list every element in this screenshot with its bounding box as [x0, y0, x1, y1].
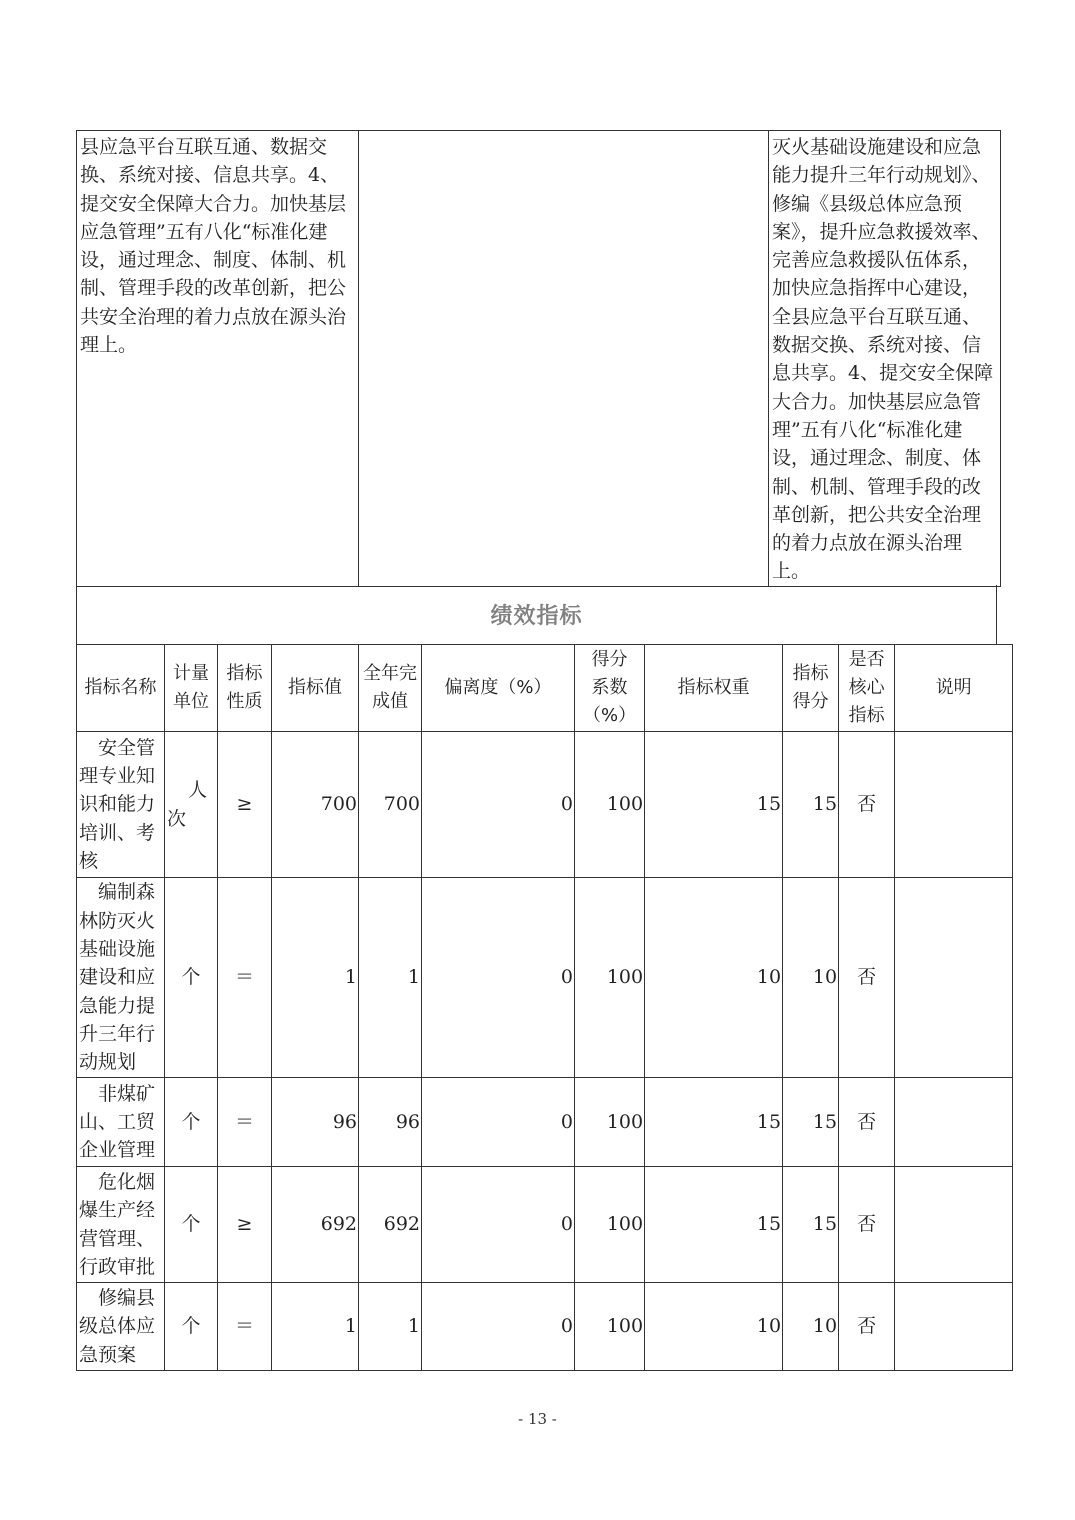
- header-nature: 指标性质: [218, 645, 272, 732]
- indicator-name-cell: 非煤矿山、工贸企业管理: [77, 1078, 165, 1167]
- is-core-cell: 否: [839, 732, 895, 878]
- indicator-name-cell: 修编县级总体应急预案: [77, 1283, 165, 1371]
- score-cell: 15: [783, 1078, 839, 1167]
- unit-cell: 个: [165, 1167, 218, 1283]
- coefficient-cell: 100: [575, 1078, 645, 1167]
- continuation-left-cell: 县应急平台互联互通、数据交换、系统对接、信息共享。4、提交安全保障大合力。加快基层应急管理”五有八化“标准化建设，通过理念、制度、体制、机制、管理手段的改革创新，把公共安全治理的着力点放在源头治理上。: [77, 131, 359, 587]
- deviation-cell: 0: [422, 1078, 575, 1167]
- header-score: 指标得分: [783, 645, 839, 732]
- target-value-cell: 692: [272, 1167, 359, 1283]
- is-core-cell: 否: [839, 1283, 895, 1371]
- score-cell: 10: [783, 878, 839, 1078]
- header-weight: 指标权重: [645, 645, 783, 732]
- header-is-core: 是否核心指标: [839, 645, 895, 732]
- header-deviation: 偏离度（%）: [422, 645, 575, 732]
- nature-cell: ＝: [218, 1078, 272, 1167]
- score-cell: 15: [783, 1167, 839, 1283]
- is-core-cell: 否: [839, 1167, 895, 1283]
- is-core-cell: 否: [839, 1078, 895, 1167]
- actual-value-cell: 1: [359, 1283, 422, 1371]
- page-number: - 13 -: [518, 1410, 557, 1428]
- section-title: 绩效指标: [490, 604, 583, 629]
- note-cell: [895, 878, 1013, 1078]
- unit-cell: 个: [165, 1078, 218, 1167]
- deviation-cell: 0: [422, 1167, 575, 1283]
- score-cell: 10: [783, 1283, 839, 1371]
- weight-cell: 15: [645, 1167, 783, 1283]
- score-cell: 15: [783, 732, 839, 878]
- unit-cell: 人 次: [165, 732, 218, 878]
- is-core-cell: 否: [839, 878, 895, 1078]
- note-cell: [895, 1078, 1013, 1167]
- actual-value-cell: 96: [359, 1078, 422, 1167]
- weight-cell: 15: [645, 732, 783, 878]
- continuation-middle-cell: [359, 131, 769, 587]
- target-value-cell: 1: [272, 878, 359, 1078]
- note-cell: [895, 1167, 1013, 1283]
- target-value-cell: 96: [272, 1078, 359, 1167]
- continuation-row: [77, 131, 1001, 587]
- indicator-name-cell: 安全管理专业知识和能力培训、考核: [77, 732, 165, 878]
- unit-cell: 个: [165, 878, 218, 1078]
- coefficient-cell: 100: [575, 1167, 645, 1283]
- coefficient-cell: 100: [575, 732, 645, 878]
- metrics-header-row: [77, 645, 1013, 732]
- nature-cell: ＝: [218, 1283, 272, 1371]
- table-row: [77, 732, 1013, 878]
- weight-cell: 10: [645, 1283, 783, 1371]
- coefficient-cell: 100: [575, 878, 645, 1078]
- table-row: [77, 1167, 1013, 1283]
- target-value-cell: 1: [272, 1283, 359, 1371]
- weight-cell: 15: [645, 1078, 783, 1167]
- table-row: [77, 1078, 1013, 1167]
- unit-cell: 个: [165, 1283, 218, 1371]
- continuation-table: [76, 130, 1001, 587]
- actual-value-cell: 692: [359, 1167, 422, 1283]
- nature-cell: ≥: [218, 732, 272, 878]
- header-indicator-name: 指标名称: [77, 645, 165, 732]
- section-title-box: [76, 585, 997, 644]
- header-unit: 计量单位: [165, 645, 218, 732]
- coefficient-cell: 100: [575, 1283, 645, 1371]
- nature-cell: ≥: [218, 1167, 272, 1283]
- indicator-name-cell: 危化烟爆生产经营管理、行政审批: [77, 1167, 165, 1283]
- nature-cell: ＝: [218, 878, 272, 1078]
- performance-metrics-table: [76, 644, 1013, 1371]
- deviation-cell: 0: [422, 1283, 575, 1371]
- weight-cell: 10: [645, 878, 783, 1078]
- actual-value-cell: 700: [359, 732, 422, 878]
- target-value-cell: 700: [272, 732, 359, 878]
- table-row: [77, 878, 1013, 1078]
- header-target-value: 指标值: [272, 645, 359, 732]
- table-row: [77, 1283, 1013, 1371]
- deviation-cell: 0: [422, 878, 575, 1078]
- note-cell: [895, 732, 1013, 878]
- continuation-right-cell: 灭火基础设施建设和应急能力提升三年行动规划》、修编《县级总体应急预案》，提升应急救援效率、完善应急救援队伍体系，加快应急指挥中心建设，全县应急平台互联互通、数据交换、系统对接、信息共享。4、提交安全保障大合力。加快基层应急管理”五有八化“标准化建设，通过理念、制度、体制、机制、管理手段的改革创新，把公共安全治理的着力点放在源头治理上。: [769, 131, 1001, 587]
- header-score-coefficient: 得分系数（%）: [575, 645, 645, 732]
- deviation-cell: 0: [422, 732, 575, 878]
- indicator-name-cell: 编制森林防灭火基础设施建设和应急能力提升三年行动规划: [77, 878, 165, 1078]
- actual-value-cell: 1: [359, 878, 422, 1078]
- header-note: 说明: [895, 645, 1013, 732]
- header-actual-value: 全年完成值: [359, 645, 422, 732]
- note-cell: [895, 1283, 1013, 1371]
